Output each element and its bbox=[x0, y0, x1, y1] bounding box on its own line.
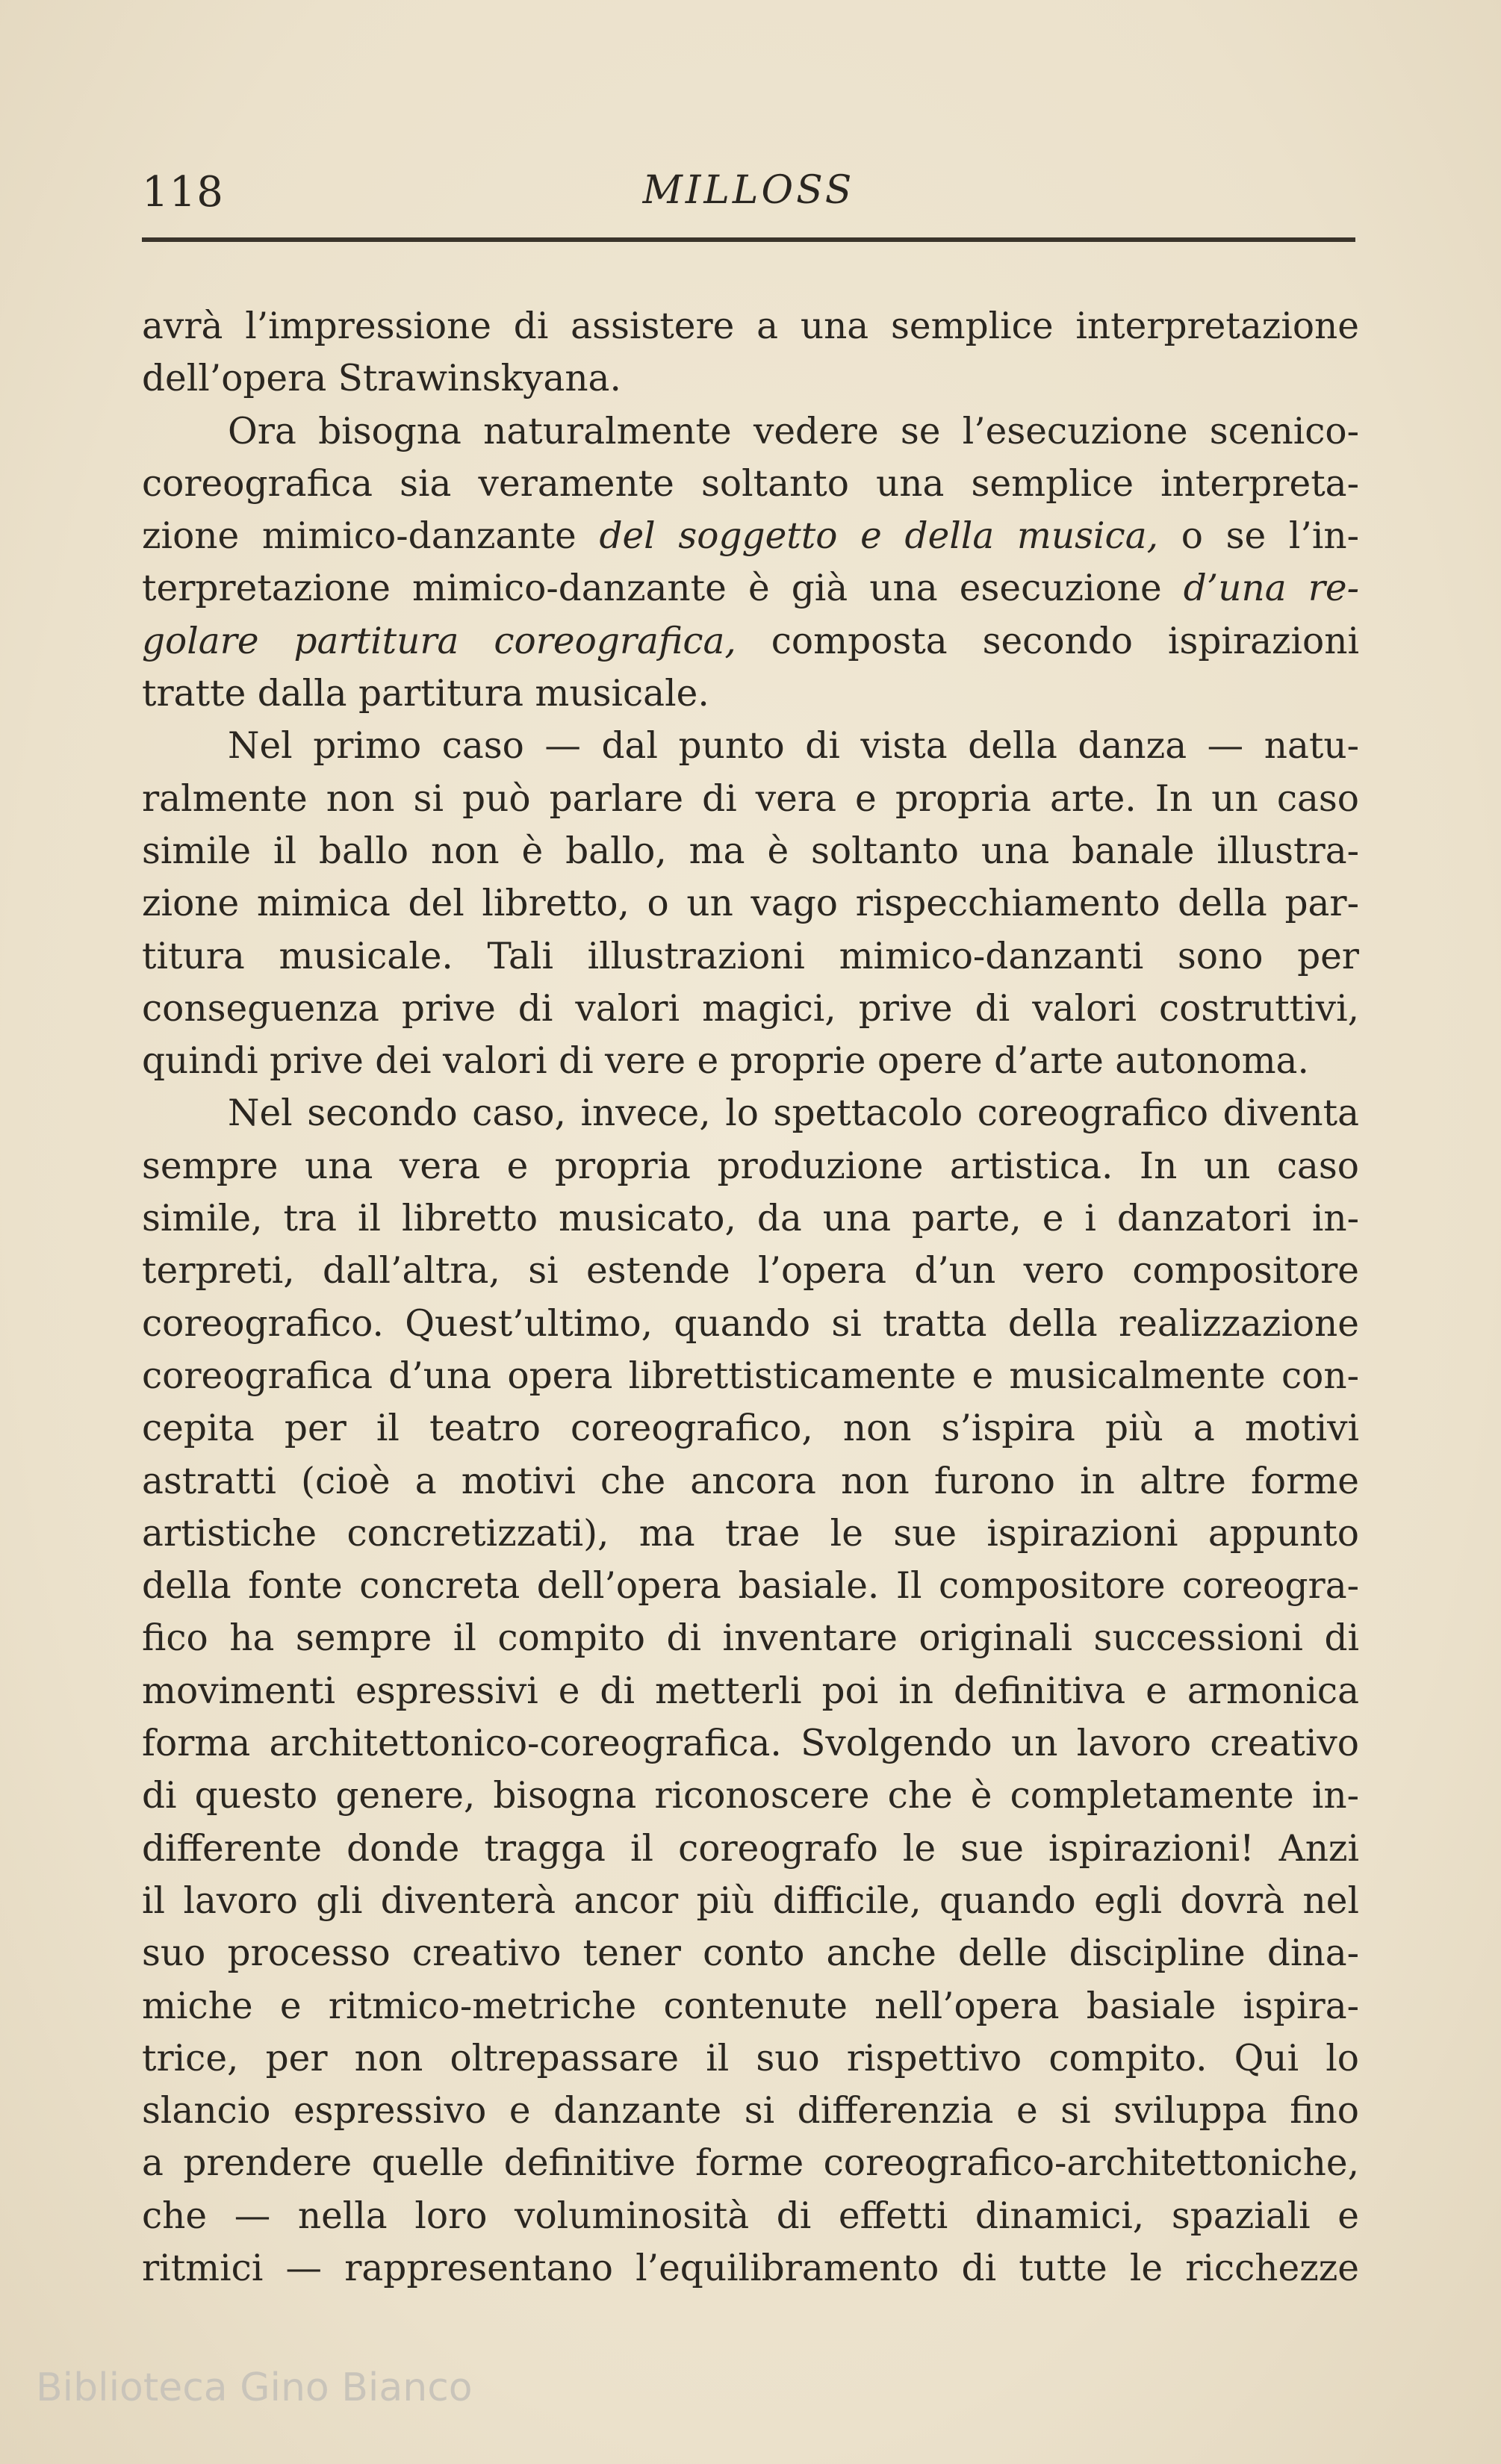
text-line: coreografica sia veramente soltanto una semplice interpreta- bbox=[142, 462, 1359, 505]
text-line: zione mimica del libretto, o un vago rispecchiamento della par- bbox=[142, 883, 1359, 925]
text-line: tratte dalla partitura musicale. bbox=[142, 673, 709, 715]
italic-run: del soggetto e della musica, bbox=[599, 515, 1159, 558]
text-line: simile il ballo non è ballo, ma è soltanto una banale illustra- bbox=[142, 830, 1359, 872]
text-line: Nel primo caso — dal punto di vista della danza — natu- bbox=[228, 725, 1359, 768]
watermark: Biblioteca Gino Bianco bbox=[36, 2365, 473, 2410]
body-text bbox=[142, 300, 1359, 2295]
text-line: titura musicale. Tali illustrazioni mimico-danzanti sono per bbox=[142, 935, 1359, 977]
text-line: suo processo creativo tener conto anche delle discipline dina- bbox=[142, 1932, 1359, 1975]
text-line: conseguenza prive di valori magici, prive di valori costruttivi, bbox=[142, 987, 1359, 1030]
text-line: sempre una vera e propria produzione artistica. In un caso bbox=[142, 1145, 1359, 1187]
running-title: MILLOSS bbox=[642, 168, 855, 213]
page-header bbox=[142, 168, 1355, 235]
text-line: ralmente non si può parlare di vera e propria arte. In un caso bbox=[142, 777, 1359, 820]
text-line: miche e ritmico-metriche contenute nell’opera basiale ispira- bbox=[142, 1985, 1359, 2027]
page-number: 118 bbox=[142, 168, 224, 217]
text-run: o se l’in- bbox=[1158, 515, 1359, 558]
text-line: simile, tra il libretto musicato, da una parte, e i danzatori in- bbox=[142, 1198, 1359, 1240]
text-line: differente donde tragga il coreografo le sue ispirazioni! Anzi bbox=[142, 1827, 1359, 1870]
text-line: movimenti espressivi e di metterli poi in definitiva e armonica bbox=[142, 1670, 1359, 1712]
text-line: astratti (cioè a motivi che ancora non furono in altre forme bbox=[142, 1460, 1359, 1502]
text-line bbox=[142, 510, 1359, 562]
text-line: della fonte concreta dell’opera basiale. Il compositore coreogra- bbox=[142, 1565, 1359, 1608]
text-line: terpreti, dall’altra, si estende l’opera d’un vero compositore bbox=[142, 1250, 1359, 1292]
text-line: slancio espressivo e danzante si differenzia e si sviluppa fino bbox=[142, 2090, 1359, 2132]
text-line: avrà l’impressione di assistere a una semplice interpretazione bbox=[142, 305, 1359, 347]
text-line: forma architettonico-coreografica. Svolgendo un lavoro creativo bbox=[142, 1723, 1359, 1765]
text-run: composta secondo ispirazioni bbox=[736, 620, 1359, 662]
italic-run: d’una re- bbox=[1183, 567, 1359, 610]
text-line: di questo genere, bisogna riconoscere che è completamente in- bbox=[142, 1775, 1359, 1817]
text-line: Ora bisogna naturalmente vedere se l’esecuzione scenico- bbox=[228, 410, 1359, 452]
text-line: coreografica d’una opera librettisticamente e musicalmente con- bbox=[142, 1354, 1359, 1397]
text-line: cepita per il teatro coreografico, non s’ispira più a motivi bbox=[142, 1407, 1359, 1450]
text-line: dell’opera Strawinskyana. bbox=[142, 358, 621, 400]
italic-run: golare partitura coreografica, bbox=[142, 620, 736, 662]
text-run: terpretazione mimico-danzante è già una esecuzione bbox=[142, 567, 1184, 610]
text-line bbox=[142, 615, 1359, 668]
text-line: che — nella loro voluminosità di effetti dinamici, spaziali e bbox=[142, 2194, 1359, 2237]
text-line: a prendere quelle definitive forme coreografico-architettoniche, bbox=[142, 2142, 1359, 2185]
text-line: trice, per non oltrepassare il suo rispettivo compito. Qui lo bbox=[142, 2037, 1359, 2079]
text-line bbox=[142, 562, 1359, 615]
text-line: il lavoro gli diventerà ancor più difficile, quando egli dovrà nel bbox=[142, 1879, 1359, 1922]
text-line: fico ha sempre il compito di inventare originali successioni di bbox=[142, 1617, 1359, 1660]
text-line: coreografico. Quest’ultimo, quando si tratta della realizzazione bbox=[142, 1302, 1359, 1345]
text-line: Nel secondo caso, invece, lo spettacolo coreografico diventa bbox=[228, 1092, 1359, 1135]
text-run: zione mimico-danzante bbox=[142, 515, 600, 558]
text-line: quindi prive dei valori di vere e proprie opere d’arte autonoma. bbox=[142, 1040, 1309, 1083]
header-rule bbox=[142, 237, 1355, 242]
text-line: ritmici — rappresentano l’equilibramento di tutte le ricchezze bbox=[142, 2247, 1359, 2289]
text-line: artistiche concretizzati), ma trae le sue ispirazioni appunto bbox=[142, 1512, 1359, 1555]
